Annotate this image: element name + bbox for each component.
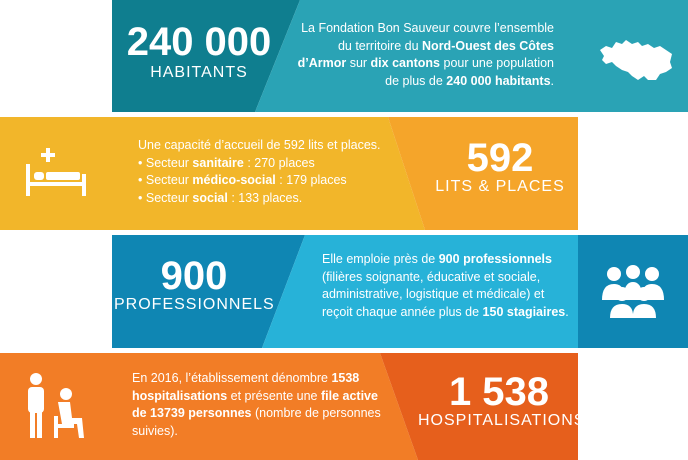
row1-text-part: Nord-Ouest des Côtes d’Armor	[297, 38, 554, 70]
row2-bullet-item: • Secteur sanitaire : 270 places	[138, 155, 315, 170]
row1-label: HABITANTS	[150, 64, 248, 81]
row3-label: PROFESSIONNELS	[114, 296, 275, 313]
row3-text-part: .	[565, 304, 569, 319]
row1-text-part: 240 000 habitants	[446, 73, 551, 88]
row4-description	[132, 370, 394, 440]
row4-label: HOSPITALISATIONS	[418, 412, 586, 429]
row2-label: LITS & PLACES	[435, 178, 565, 195]
row3-text-part: Elle emploie près de	[322, 252, 439, 266]
row4-text-part: En 2016, l’établissement dénombre	[132, 371, 332, 385]
row1-text-part: pour une population de plus de	[385, 56, 554, 88]
row2-bullet-item: • Secteur social : 133 places.	[138, 190, 303, 205]
row4-number: 1 538	[448, 370, 550, 414]
row1-number: 240 000	[126, 20, 272, 64]
row4-text-part: et présente une	[227, 388, 321, 403]
hospital-bed-icon	[24, 146, 88, 198]
row4-text-part: 1538 hospitalisations	[132, 371, 360, 403]
row1-description	[296, 20, 554, 90]
row3-text-part: 900 professionnels	[438, 252, 552, 266]
row4-text-part: file active de 13739 personnes	[132, 388, 378, 420]
row2-number: 592	[466, 136, 534, 180]
patient-icon	[22, 372, 88, 440]
row4-text-part: (nombre de personnes suivies).	[132, 406, 381, 438]
row3-text-part: (filières soignante, éducative et sociale, administrative, logistique et médicale) et reçoit chaque année plus de	[322, 269, 545, 319]
bullet-dot: •	[138, 190, 146, 205]
brittany-map-icon	[598, 36, 674, 86]
row3-text-part: 150 stagiaires	[482, 304, 566, 319]
row2-description	[138, 137, 398, 207]
group-people-icon	[600, 264, 666, 320]
row3-description	[322, 251, 572, 321]
row3-number: 900	[160, 254, 228, 298]
row1-text-part: .	[550, 73, 554, 88]
row2-bullet-item: • Secteur médico-social : 179 places	[138, 173, 347, 187]
row1-text-part: sur	[346, 56, 371, 70]
bullet-dot: •	[138, 155, 146, 170]
row2-intro: Une capacité d’accueil de 592 lits et places.	[138, 138, 381, 152]
row1-text-part: La Fondation Bon Sauveur couvre l’ensemble du territoire du	[301, 21, 554, 53]
bullet-dot: •	[138, 173, 146, 187]
row1-text-part: dix cantons	[370, 56, 441, 70]
